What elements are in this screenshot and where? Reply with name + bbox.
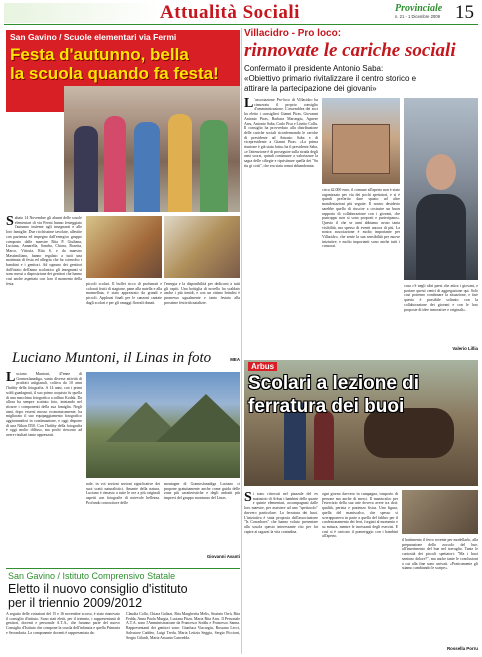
arbus-dropcap: S <box>244 492 252 505</box>
festa-body-col1: Sabato 14 Novembre gli alunni delle scuole elementari di via Fermi hanno festeggiato l'autunno insieme agli insegnanti e alle loro famiglie. Due ricchissime tavolate, allestite con pazienza ed impegno dall'energico gruppo composto dalle maestre Rita P. Giuliana, Luciana, Annarella, Sandra, Chiara, Rosetta, Marco, Vittoria, Rita S. e da maestro Massimiliano, hanno regalato a tutti una mattinata di festa ed allegria che ha coinvolto i bambini e i genitori. Ad ognuno dei genitori dall'inizio dell'anno scolastico gli insegnanti si sono messi a disposizione dei genitori che hanno così anche aspettato con loro il momento della festa. <box>6 216 82 286</box>
istituto-body-col2: Claudia Collu, Chiara Galizzi, Rita Margherita Melis, Sissinio Orrù, Rita Fedda, Anna Paola Murgia, Luciana Pitzu, Maria Rita Arru. Il Personale A.T.A. sono l'Amministrazione da Francesco Soddu e Francesco Sanna. Rappresentanti dei genitori sono: Gianluca Viacargiu, Rossana Lecci, Salvatore Caddeo, Luigi Tredu, Maria Letizia Seggio, Sergio Piccioni, Sergio Gilardi, Maria Assunta Cancedda. <box>126 612 240 640</box>
istituto-rule <box>6 568 240 569</box>
muntoni-headline: Luciano Muntoni, il Linas in foto <box>12 350 212 366</box>
muntoni-body-col1: Luciano Muntoni, 47enne di Gonnosfanadiga, vanta diverse attività di prodotti artigianali, coltiva da 10 anni l'hobby della fotografia. A 14 anni, con i primi soldi guadagnati, il suo primo acquisto fu quella di una macchina fotografica a rullino Kodak. Da allora ha sempre scattato foto, iniziando nel ritrarre i componenti della sua famiglia. Negli anni, dopo essersi mosso economicamente, ha migliorato il suo equipaggiamento fotografico aggiornandosi in continuazione, e oggi dispone di una Nikon D50. Con l'hobby della fotografia è oggi molto diffuso, ma pochi riescono ad avere risultati tanto apprezzati. <box>6 372 82 438</box>
page-number: 15 <box>455 2 474 23</box>
photo-building <box>332 124 390 174</box>
muntoni-signature: Giovanni Avanti <box>206 554 240 559</box>
article-villacidro <box>244 28 478 356</box>
festa-dropcap: S <box>6 216 14 229</box>
festa-body-col3: l'energia e la disponibilità per dedicarsi a tutti gli ospiti. Una bottiglia di novello ha scaldato anche i più timidi, e con un ottimo brindisi è promesso ugualmente e tanto festato alla prossime festività natalizie. <box>164 282 240 305</box>
arbus-signature: Rossella Porru <box>447 646 478 651</box>
arbus-kicker: Arbus <box>248 362 277 371</box>
photo-body <box>416 194 466 280</box>
villacidro-deck-2: «Obiettivo primario rivitalizzare il centro storico e <box>244 74 417 83</box>
arbus-farrier-photo <box>402 490 478 534</box>
villacidro-signature: Valerio Lillia <box>452 346 478 351</box>
festa-kicker: San Gavino / Scuole elementari via Fermi <box>10 32 177 42</box>
article-istituto <box>6 568 240 654</box>
istituto-headline-2: per il triennio 2009/2012 <box>8 596 143 610</box>
photo-figure <box>134 122 160 212</box>
muntoni-landscape-photo <box>86 372 240 478</box>
villacidro-body-col1: L 'associazione Pro-loco di Villacidro ha rinnovato il proprio consiglio d'amministrazione. L'assemblea dei soci ha eletto i consiglieri Gianni Piras, Giovanni Antonio Piras, Barbara Marongiu, Agnese Arru, Antonio Saba, Carlo Pisu e Lisetto Collu. Il consiglio ha provveduto alla distribuzione delle cariche sociali riconfermando le cariche di presidente ad Antonio Saba e di vicepresidente a Gianni Piras. «La prima riunione è già stata fatta» ha il presidente Saba, «e l'attenzione è di proseguire sulla strada degli anni scorsi, quindi continuare a valorizzare la sagra delle ciliegie e ripristinare quella dei "Su tiu gi cotti", che era stata ormai abbandonata. <box>244 98 318 168</box>
festa-body-col2: piccoli scolari. Il buffet ricco di profumati e colorati frutti di stagione, pane alla nutella e alla marmellata, è stato apprezzato da grandi e piccoli. Applausi finali per le canzoni cantate dagli scolari e per gli omaggi floreali donati. <box>86 282 162 305</box>
arbus-body-col1: Si sono ritrovati nel piazzale del ex mattatoio di Arbus i bambini delle quarte e quinte elementari, accompagnati dalle loro maestre, per assistere ad uno "spettacolo" davvero particolare. La ferratura dei buoi. L'iniziativa è stata proposta dall'associazione "Is Carradores" che hanno voluto presentare alla scuola questo interessante rito per far capire ai ragazzi la vita contadina. <box>244 492 318 534</box>
festa-headline-2: la scuola quando fa festa! <box>10 64 219 83</box>
arbus-body-col3: il battimento il ferro rovente per modellarlo, alla preparazione dello zoccolo del bue, all'inserimento del bue nel travaglio. Tante le curiosità dei piccoli spettatori: "Ma i buoi sentono dolore?", ma anche tante le conclusioni a cui alla fine sono arrivati. «Praticamente gli stiamo cambiando le scarpe». <box>402 538 478 571</box>
istituto-kicker: San Gavino / Istituto Comprensivo Statale <box>8 571 176 581</box>
istituto-body-col1: A seguito delle votazioni del 15 e 16 novembre scorso, è stato rinnovato il consiglio d'istituto. Sono stati eletti, per il triennio, i rappresentanti di genitori, docenti e personale A.T.A., che faranno parte del nuovo Consiglio d'Istituto che compone la scuola dell'infanzia e quella Primaria e Secondaria. La componente docenti è rappresentata da: <box>6 612 120 635</box>
arbus-headline-2: ferratura dei buoi <box>248 396 405 417</box>
column-divider <box>241 28 242 654</box>
article-muntoni <box>6 350 240 564</box>
photo-mountain <box>156 394 240 442</box>
festa-headline-1: Festa d'autunno, bella <box>10 45 189 64</box>
arbus-headline-1: Scolari a lezione di <box>248 373 420 394</box>
page-header <box>0 0 482 24</box>
photo-figure <box>104 116 126 212</box>
villacidro-body-col3: cosa c'è negli altri paesi che attira i giovani, e portare questi centri di aggregazione qui. Solo così potremo combinare la situazione, e fare questo è possibile soltanto con la collaborazione dei giovani e con le loro proposte di idee innovative e originali». <box>404 284 478 312</box>
photo-figure <box>168 114 192 212</box>
festa-table-photo <box>164 216 240 278</box>
muntoni-dropcap: L <box>6 372 16 385</box>
header-rule <box>4 24 478 25</box>
festa-children-photo <box>64 86 240 212</box>
muntoni-body-col3: montagne di Gonnosfanadiga Luciano ci propone gratuitamente anche come guida delle zone più caratteristiche e degli anfratti più impervi del gruppo montuoso del Linas. <box>164 482 240 501</box>
publication-logo: Provinciale <box>395 3 443 14</box>
villacidro-deck-1: Confermato il presidente Antonio Saba: <box>244 64 384 73</box>
issue-line: n. 21 - 1 Dicembre 2009 <box>395 14 440 19</box>
istituto-headline-1: Eletto il nuovo consiglio d'istituto <box>8 582 188 596</box>
villacidro-headline: rinnovate le cariche sociali <box>244 40 456 61</box>
festa-signature: MEA <box>230 357 240 362</box>
photo-figure <box>314 410 334 480</box>
villacidro-dropcap: L <box>244 98 254 111</box>
photo-figure <box>74 126 98 212</box>
article-arbus <box>244 360 478 654</box>
article-festa-autunno <box>6 30 240 365</box>
muntoni-body-col2: nale, in voi sezioni sezioni significative dei suoi scatti naturalistici. Amante della natura, Luciano è rimasto a tutte le ore a più originali aspetti con fotografie di notevole bellezza. Profondo conoscitore delle <box>86 482 160 505</box>
villacidro-building-photo <box>322 98 400 184</box>
section-title: Attualità Sociali <box>160 2 300 23</box>
arbus-body-col2: ogni giorno davvero in campagna, trasporto di persone ma anche di merci. Il maniscalco per l'esercizio della sua arte doveva avere tra doti: qualità, perizia e pazienza fisica. Una figura, quella del maniscalco, che spesso si sovrapponeva in parte a quella del fabbro per il confezionamento dei ferri, forgiati al momento e su misura, mentre le incessanti degli esercizi. E così si è caricato il pomeriggio con i bambini all'aperto. <box>322 492 398 539</box>
villacidro-body-col2: circa 42.000 euro, il comune all'aperto non è stato organizzato per via dei pochi spettatori, e si è quindi preferito dare spazio ad altre manifestazioni più seguite. Il nostro desiderio sarebbe quello di riuscire a costruire un buon rapporto di collaborazione con i giovani, che purtroppo non si sono proposti e partecipano». Questo il che se anni abbiamo avuto tanta visibilità, ma spesso di eventi ancora di più. La nostra associazione è molto importante per Villacidro, che sente la sua sensibilità per nuove iniziative, e molto importanti sono anche tutti i consorzi. <box>322 188 400 249</box>
villacidro-kicker: Villacidro - Pro loco: <box>244 28 342 39</box>
festa-buffet-photo <box>86 216 162 278</box>
photo-head <box>426 154 456 190</box>
villacidro-deck-3: attirare la partecipazione dei giovani» <box>244 84 377 93</box>
photo-figure <box>200 120 228 212</box>
villacidro-president-photo <box>404 98 478 280</box>
